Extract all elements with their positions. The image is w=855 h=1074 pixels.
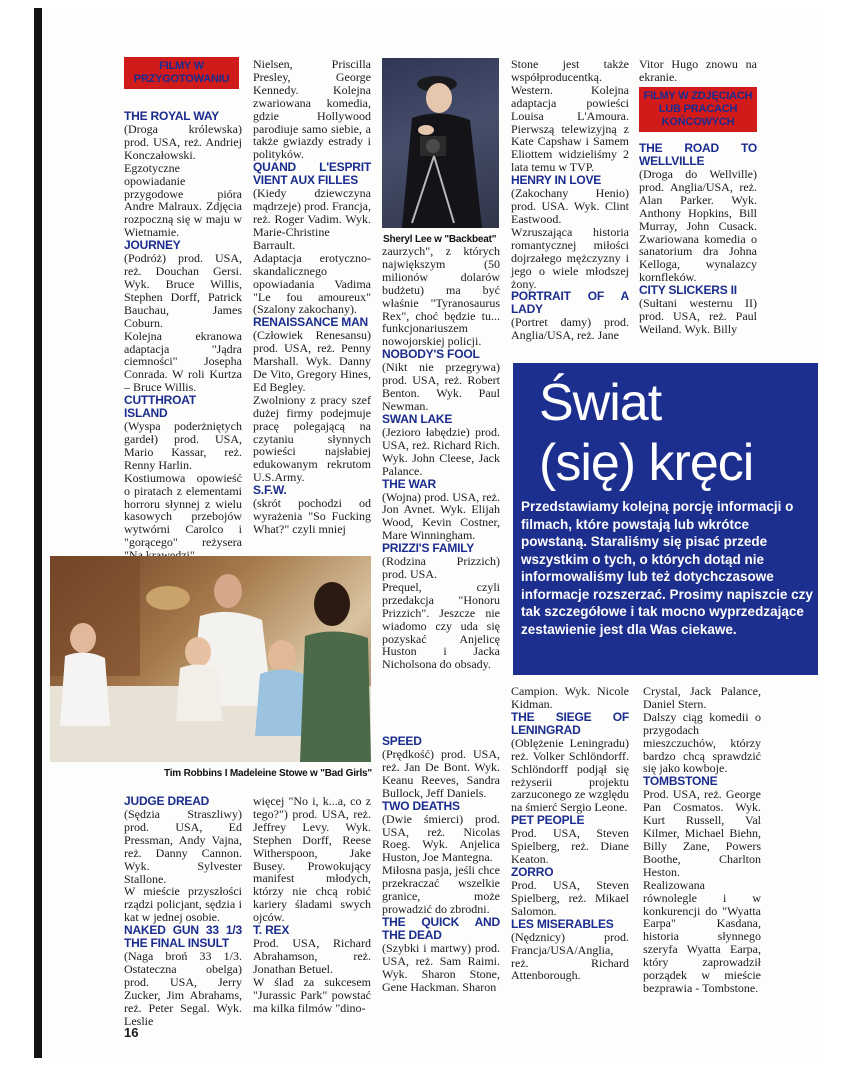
war-title: THE WAR: [382, 476, 436, 491]
column-5-top: [639, 58, 757, 84]
cutthroat-text: (Wyspa poderżniętych gardeł) prod. USA, Mario Kassar, reż. Renny Harlin.: [124, 419, 242, 472]
prizzi-text: (Rodzina Prizzich) prod. USA.: [382, 554, 500, 582]
siege-text: (Oblężenie Leningradu) reż. Volker Schlöndorff. Schlöndorff podjął się reżyserii projektu zarzuconego ze względu na śmierć Sergio Leone.: [511, 735, 629, 815]
in-preparation-badge: FILMY W PRZYGOTOWANIU: [124, 57, 239, 89]
sfw-title: S.F.W.: [253, 483, 287, 498]
cutthroat-text-2: Kostiumowa opowieść o piratach z elementami horroru słynnej z wielu kasowych przebojów wytwórni Carolco i "gorącego" reżysera: [124, 470, 242, 550]
two-deaths-text: (Dwie śmierci) prod. USA, reż. Nicolas Roeg. Wyk. Anjelica Huston, Joe Mantegna.: [382, 811, 500, 865]
crystal-text-2: Dalszy ciąg komedii o przygodach mieszczuchów, którzy bardzo chcą sprawdzić się jako kowboje.: [643, 709, 761, 776]
tombstone-text: Prod. USA, reż. George Pan Cosmatos. Wyk. Kurt Russell, Val Kilmer, Michael Biehn, Billy Zane, Powers Boothe, Charlton Heston.: [643, 787, 761, 879]
henry-text-2: Wzruszająca historia romantycznej miłości dojrzałego mężczyzny i jego o wiele młodszej żony.: [511, 224, 629, 291]
journey-text-2: Kolejna ekranowa adaptacja "Jądra ciemności" Josepha Conrada. W roli Kurtza – Bruce Willis.: [124, 328, 242, 395]
headline: [539, 373, 753, 493]
stone-text: Stone jest także współproducentką.: [511, 57, 629, 84]
trex-text: Prod. USA, Richard Abrahamson, reż. Jonathan Betuel.: [253, 936, 371, 976]
road-title: THE ROAD TO WELLVILLE: [639, 141, 757, 168]
column-4: [511, 58, 629, 342]
photographer-illustration: [382, 58, 499, 228]
portrait-text: (Portret damy) prod. Anglia/USA, reż. Jane: [511, 315, 629, 343]
binding-edge: [34, 8, 42, 1058]
sfw-continued-text: więcej "No i, k...a, co z tego?") prod. USA, reż. Jeffrey Levy. Wyk. Stephen Dorff, Reese Witherspoon, Jake Busey. Prowokujący manifest młodych, którzy nie chcą robić kariery śladami swych ojców.: [253, 794, 371, 925]
judge-text: (Sędzia Straszliwy) prod. USA, Ed Pressman, Andy Vajna, reż. Danny Cannon. Wyk. Sylvester Stallone.: [124, 807, 242, 886]
esprit-title: QUAND L'ESPRIT VIENT AUX FILLES: [253, 160, 371, 188]
column-3: [382, 245, 500, 671]
column-3-continued: [382, 735, 500, 994]
speed-title: SPEED: [382, 734, 422, 748]
judge-text-2: W mieście przyszłości rządzi policjant, sędzia i kat w jednej osobie.: [124, 884, 242, 925]
naked-gun-text: (Naga broń 33 1/3. Ostateczna obelga) prod. USA, Jerry Zucker, Jim Abrahams, reż. Peter Segal. Wyk. Leslie: [124, 949, 242, 1028]
western-text: Western. Kolejna adaptacja powieści Louisa L'Amoura. Pierwszą telewizyjną z Kate Capshaw i Samem Eliottem widzieliśmy 2 lata temu w TVP.: [511, 82, 629, 175]
column-2: [253, 58, 371, 536]
in-production-badge: FILMY W ZDJĘCIACH LUB PRACACH KOŃCOWYCH: [639, 87, 757, 132]
war-text: (Wojna) prod. USA, reż. Jon Avnet. Wyk. Elijah Wood, Kevin Costner, Mare Winningham.: [382, 489, 500, 543]
quick-dead-text: (Szybki i martwy) prod. USA, reż. Sam Raimi. Wyk. Sharon Stone, Gene Hackman. Sharon: [382, 940, 500, 994]
journey-text: (Podróż) prod. USA, reż. Douchan Gersi. Wyk. Bruce Willis, Stephen Dorff, Patrick Bauchau, James Coburn.: [124, 251, 242, 330]
speed-text: (Prędkość) prod. USA, reż. Jan De Bont. Wyk. Keanu Reeves, Sandra Bullock, Jeff Daniels.: [382, 747, 500, 800]
henry-text: (Zakochany Henio) prod. USA. Wyk. Clint Eastwood.: [511, 186, 629, 226]
nobody-title: NOBODY'S FOOL: [382, 347, 480, 362]
esprit-text: (Kiedy dziewczyna mądrzeje) prod. Francja, reż. Roger Vadim. Wyk. Marie-Christine Barrault.: [253, 186, 371, 252]
family-illustration: [50, 556, 371, 762]
nobody-text: (Nikt nie przegrywa) prod. USA, reż. Robert Benton. Wyk. Paul Newman.: [382, 360, 500, 413]
bottom-column-1: [124, 795, 242, 1028]
zorro-text: Prod. USA, Steven Spielberg, reż. Mikael Salomon.: [511, 877, 629, 918]
headline-line-2: (się) kręci: [539, 434, 754, 492]
siege-title: THE SIEGE OF LENINGRAD: [511, 709, 629, 737]
renaissance-text: (Człowiek Renesansu) prod. USA, reż. Penny Marshall. Wyk. Danny De Vito, Gregory Hines, Ed Begley.: [253, 328, 371, 394]
slickers-title: CITY SLICKERS II: [639, 283, 737, 298]
prizzi-title: PRIZZI'S FAMILY: [382, 541, 475, 556]
henry-title: HENRY IN LOVE: [511, 173, 602, 188]
naked-gun-title: NAKED GUN 33 1/3 THE FINAL INSULT: [124, 923, 242, 951]
pet-people-text: Prod. USA, Steven Spielberg, reż. Diane Keaton.: [511, 826, 629, 867]
bad-girls-photo: [50, 556, 371, 762]
pet-people-title: PET PEOPLE: [511, 813, 585, 828]
two-deaths-title: TWO DEATHS: [382, 798, 460, 813]
les-miserables-text: (Nędznicy) prod. Francja/USA/Anglia, reż. Richard Attenborough.: [511, 929, 629, 983]
zorro-title: ZORRO: [511, 864, 554, 879]
top-photo-caption: Sheryl Lee w "Backbeat": [383, 234, 497, 245]
portrait-title: PORTRAIT OF A LADY: [511, 289, 629, 317]
quick-dead-title: THE QUICK AND THE DEAD: [382, 914, 500, 942]
les-miserables-title: LES MISERABLES: [511, 916, 614, 931]
dino-text: zaurzych", z których największym (50 milionów dolarów budżetu) ma być właśnie "Tyranosaurus Rex", choć będzie tu... funkcjonariuszem nowojorskiej policji.: [382, 244, 500, 349]
tombstone-text-2: Realizowana równolegle i w konkurencji do "Wyatta Earpa" Kasdana, historia słynnego szeryfa Wyatta Earpa, który zaprowadził porządek w mieście bezprawia - Tombstone.: [643, 877, 761, 995]
page-number: 16: [124, 1025, 139, 1040]
column-5-continued: [643, 685, 761, 995]
intro-text: Nielsen, Priscilla Presley, George Kennedy. Kolejna zwariowana komedia, gdzie Hollywood parodiuje samo siebie, a także gwiazdy estrady i polityków.: [253, 57, 371, 162]
headline-box: [513, 363, 818, 675]
bottom-column-2: [253, 795, 371, 1015]
campion-text: Campion. Wyk. Nicole Kidman.: [511, 684, 629, 711]
tombstone-title: TOMBSTONE: [643, 774, 718, 789]
backbeat-photo: [382, 58, 499, 228]
journey-title: JOURNEY: [124, 238, 181, 253]
renaissance-text-2: Zwolniony z pracy szef dużej firmy podejmuje pracę polegającą na czytaniu słynnych powieści najsłabiej edukowanym rekrutom U.S.Army.: [253, 392, 371, 485]
esprit-text-2: Adaptacja erotyczno-skandalicznego opowiadania Vadima "Le fou amoureux" (Szalony zakochany).: [253, 250, 371, 317]
crystal-text: Crystal, Jack Palance, Daniel Stern.: [643, 684, 761, 711]
column-1: [124, 110, 242, 562]
two-deaths-text-2: Miłosna pasja, jeśli chce przekraczać wszelkie granice, może prowadzić do zbrodni.: [382, 863, 500, 916]
slickers-text: (Sułtani westernu II) prod. USA, reż. Paul Weiland. Wyk. Billy: [639, 296, 757, 336]
renaissance-title: RENAISSANCE MAN: [253, 315, 369, 330]
royal-way-text: (Droga królewska) prod. USA, reż. Andriej Konczałowski. Egzotyczne opowiadanie przygodowe pióra Andre Malraux. Zdjęcia rozpoczną się w maju w Wietnamie.: [124, 122, 242, 240]
lead-paragraph: Przedstawiamy kolejną porcję informacji o filmach, które powstają lub wkrótce powstaną. Staraliśmy się pisać przede wszystkim o tych, o których dotąd nie informowaliśmy lub też dotychczasowe informacje rozszerzać. Prosimy napiszcie czy tak szczegółowe i tak mocno wyprzedzające zestawienie jest dla Was ciekawe.: [521, 499, 813, 637]
cutthroat-title: CUTTHROAT ISLAND: [124, 393, 196, 421]
column-4-continued: [511, 685, 629, 982]
main-photo-caption: Tim Robbins I Madeleine Stowe w "Bad Girls": [164, 768, 372, 779]
hugo-text: Vitor Hugo znowu na ekranie.: [639, 57, 757, 84]
sfw-text: (skrót pochodzi od wyrażenia "So Fucking What?" czyli mniej: [253, 496, 371, 536]
prizzi-text-2: Prequel, czyli przedakcja "Honoru Prizzich". Jeszcze nie wiadomo czy uda się pozyskać Anjelicę Huston i Jacka Nicholsona do obsady.: [382, 579, 500, 672]
trex-title: T. REX: [253, 923, 290, 938]
column-5: [639, 142, 757, 336]
royal-way-title: THE ROYAL WAY: [124, 109, 219, 123]
swan-text: (Jezioro łabędzie) prod. USA, reż. Richard Rich. Wyk. John Cleese, Jack Palance.: [382, 424, 500, 478]
headline-line-1: Świat: [539, 374, 662, 432]
judge-title: JUDGE DREAD: [124, 794, 210, 808]
swan-title: SWAN LAKE: [382, 411, 453, 426]
road-text: (Droga do Wellville) prod. Anglia/USA, reż. Alan Parker. Wyk. Anthony Hopkins, Bill Murray, John Cusack. Zwariowana komedia o sanatorium dra Johna Kelloga, wynalazcy kornfleków.: [639, 167, 757, 285]
trex-text-2: W ślad za sukcesem "Jurassic Park" powstać ma kilka filmów "dino-: [253, 974, 371, 1015]
